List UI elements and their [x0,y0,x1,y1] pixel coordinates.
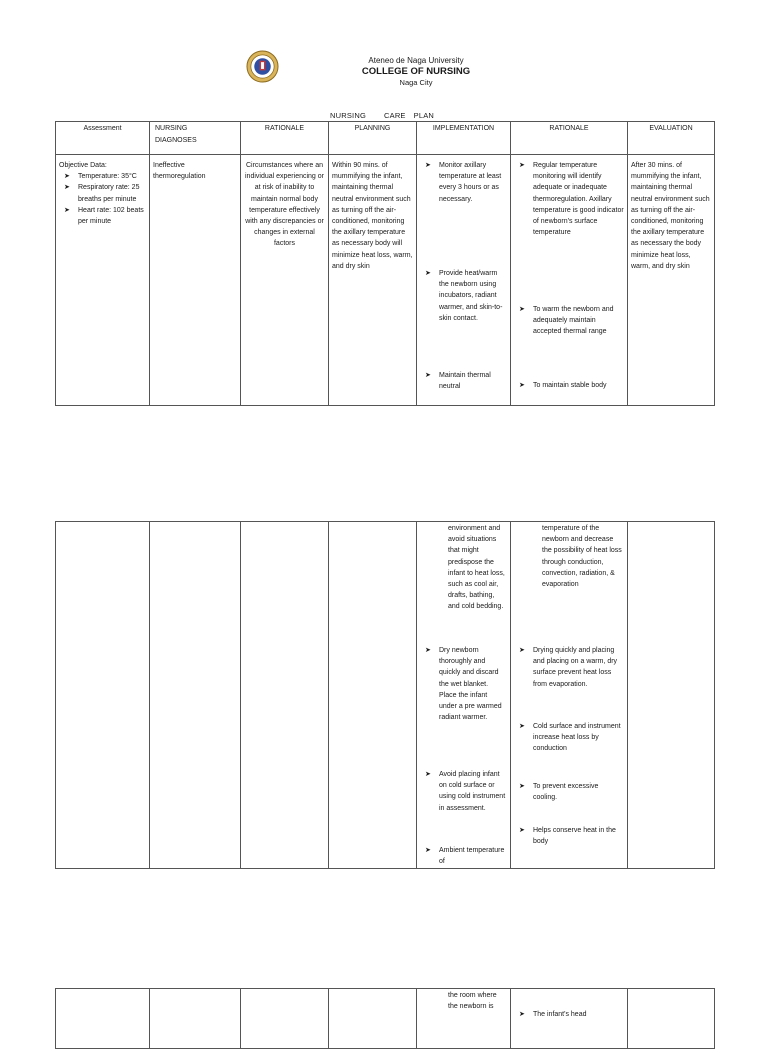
rationale-cell [241,989,329,1049]
arrow-bullet-icon: ➤ [519,306,525,313]
assessment-cell [56,522,150,869]
rationale-cell: Circumstances where an individual experiencing or at risk of inability to maintain normal body temperature effectively with any discrepancies or changes in external factors [241,155,329,406]
col-header-implementation: IMPLEMENTATION [417,122,511,155]
assessment-title: Objective Data: [59,162,107,169]
list-item: ➤ The infant's head [514,1009,624,1020]
list-item: ➤ Cold surface and instrument increase heat loss by conduction [519,723,621,753]
arrow-bullet-icon: ➤ [425,647,431,654]
rationale-2-cell [511,989,628,1049]
planning-cell [329,522,417,869]
college-name: COLLEGE OF NURSING [361,66,471,77]
list-item: ➤ Temperature: 35°C [59,171,146,182]
arrow-bullet-icon: ➤ [425,372,431,379]
table-header-row [56,122,715,155]
arrow-bullet-icon: ➤ [425,270,431,277]
diagnosis-cell [150,989,241,1049]
arrow-bullet-icon: ➤ [519,162,525,169]
implementation-cell [417,155,511,406]
list-item: ➤ Provide heat/warm the newborn using incubators, radiant warmer, and skin-to-skin contact. [425,270,503,322]
col-header-assessment: Assessment [56,122,150,155]
assessment-cell [56,989,150,1049]
list-item: ➤ To warm the newborn and adequately maintain accepted thermal range [519,306,614,336]
list-item: ➤ Monitor axillary temperature at least every 3 hours or as necessary. [425,162,502,203]
col-header-evaluation: EVALUATION [628,122,715,155]
arrow-bullet-icon: ➤ [64,173,70,181]
university-name: Ateneo de Naga University [368,56,464,65]
rationale-continued: temperature of the newborn and decrease the possibility of heat loss through conduction, convection, radiation, & evaporation [542,525,622,589]
table-row [56,989,715,1049]
arrow-bullet-icon: ➤ [519,647,525,654]
rationale-2-cell [511,155,628,406]
arrow-bullet-icon: ➤ [64,184,70,192]
list-item: ➤ Drying quickly and placing and placing on a warm, dry surface prevent heat loss from evaporation. [519,647,618,688]
diagnosis-cell: Ineffective thermoregulation [150,155,241,406]
diagnosis-cell [150,522,241,869]
col-header-rationale: RATIONALE [241,122,329,155]
arrow-bullet-icon: ➤ [425,847,431,854]
city-name: Naga City [399,78,433,87]
implementation-continued: the room where the newborn is [448,992,497,1011]
list-item: ➤ Avoid placing infant on cold surface or using cold instrument in assessment. [425,771,506,812]
list-item: ➤ Respiratory rate: 25 breaths per minute [64,184,140,203]
rationale-2-cell [511,522,628,869]
list-item: ➤ Maintain thermal neutral [425,372,491,391]
document-title: NURSING CARE PLAN [330,111,435,120]
list-item: ➤ To prevent excessive cooling. [519,783,599,802]
care-plan-table-page-2 [55,521,715,869]
arrow-bullet-icon: ➤ [519,1011,525,1018]
list-item: ➤ Regular temperature monitoring will identify adequate or inadequate thermoregulation. Axillary temperature is good indicator of newborn's surface temperature [519,162,624,237]
rationale-cell [241,522,329,869]
arrow-bullet-icon: ➤ [519,783,525,790]
col-header-planning: PLANNING [329,122,417,155]
arrow-bullet-icon: ➤ [519,827,525,834]
care-plan-table-page-1 [55,121,715,406]
implementation-cell [417,522,511,869]
arrow-bullet-icon: ➤ [425,162,431,169]
list-item: ➤ Dry newborn thoroughly and quickly and discard the wet blanket. Place the infant under a pre warmed radiant warmer. [425,647,502,722]
evaluation-cell [628,522,715,869]
list-item: ➤ Heart rate: 102 beats per minute [64,206,144,226]
arrow-bullet-icon: ➤ [519,382,525,389]
table-row [56,522,715,869]
evaluation-cell [628,989,715,1049]
assessment-cell [56,155,150,406]
list-item: ➤ Ambient temperature of [425,847,505,866]
arrow-bullet-icon: ➤ [519,723,525,730]
implementation-continued: environment and avoid situations that might predispose the infant to heat loss, such as cool air, drafts, bathing, and cold bedding. [448,525,505,611]
list-item: ➤ To maintain stable body [514,380,624,391]
table-row [56,155,715,406]
evaluation-cell: After 30 mins. of mummifying the infant, maintaining thermal neutral environment such as turning off the air-conditioned, monitoring the axillary temperature as necessary the body minimize heat loss, warm, and dry skin [628,155,715,406]
arrow-bullet-icon: ➤ [425,771,431,778]
implementation-cell [417,989,511,1049]
col-header-nursing-diagnoses: NURSING DIAGNOSES [150,122,241,155]
list-item: ➤ Helps conserve heat in the body [519,827,616,846]
col-header-rationale-2: RATIONALE [511,122,628,155]
planning-cell: Within 90 mins. of mummifying the infant, maintaining thermal neutral environment such as turning off the air-conditioned, monitoring the axillary temperature as necessary body will minimize heat loss, warm, and dry skin [329,155,417,406]
planning-cell [329,989,417,1049]
arrow-bullet-icon: ➤ [64,206,70,214]
care-plan-table-page-3 [55,988,715,1049]
